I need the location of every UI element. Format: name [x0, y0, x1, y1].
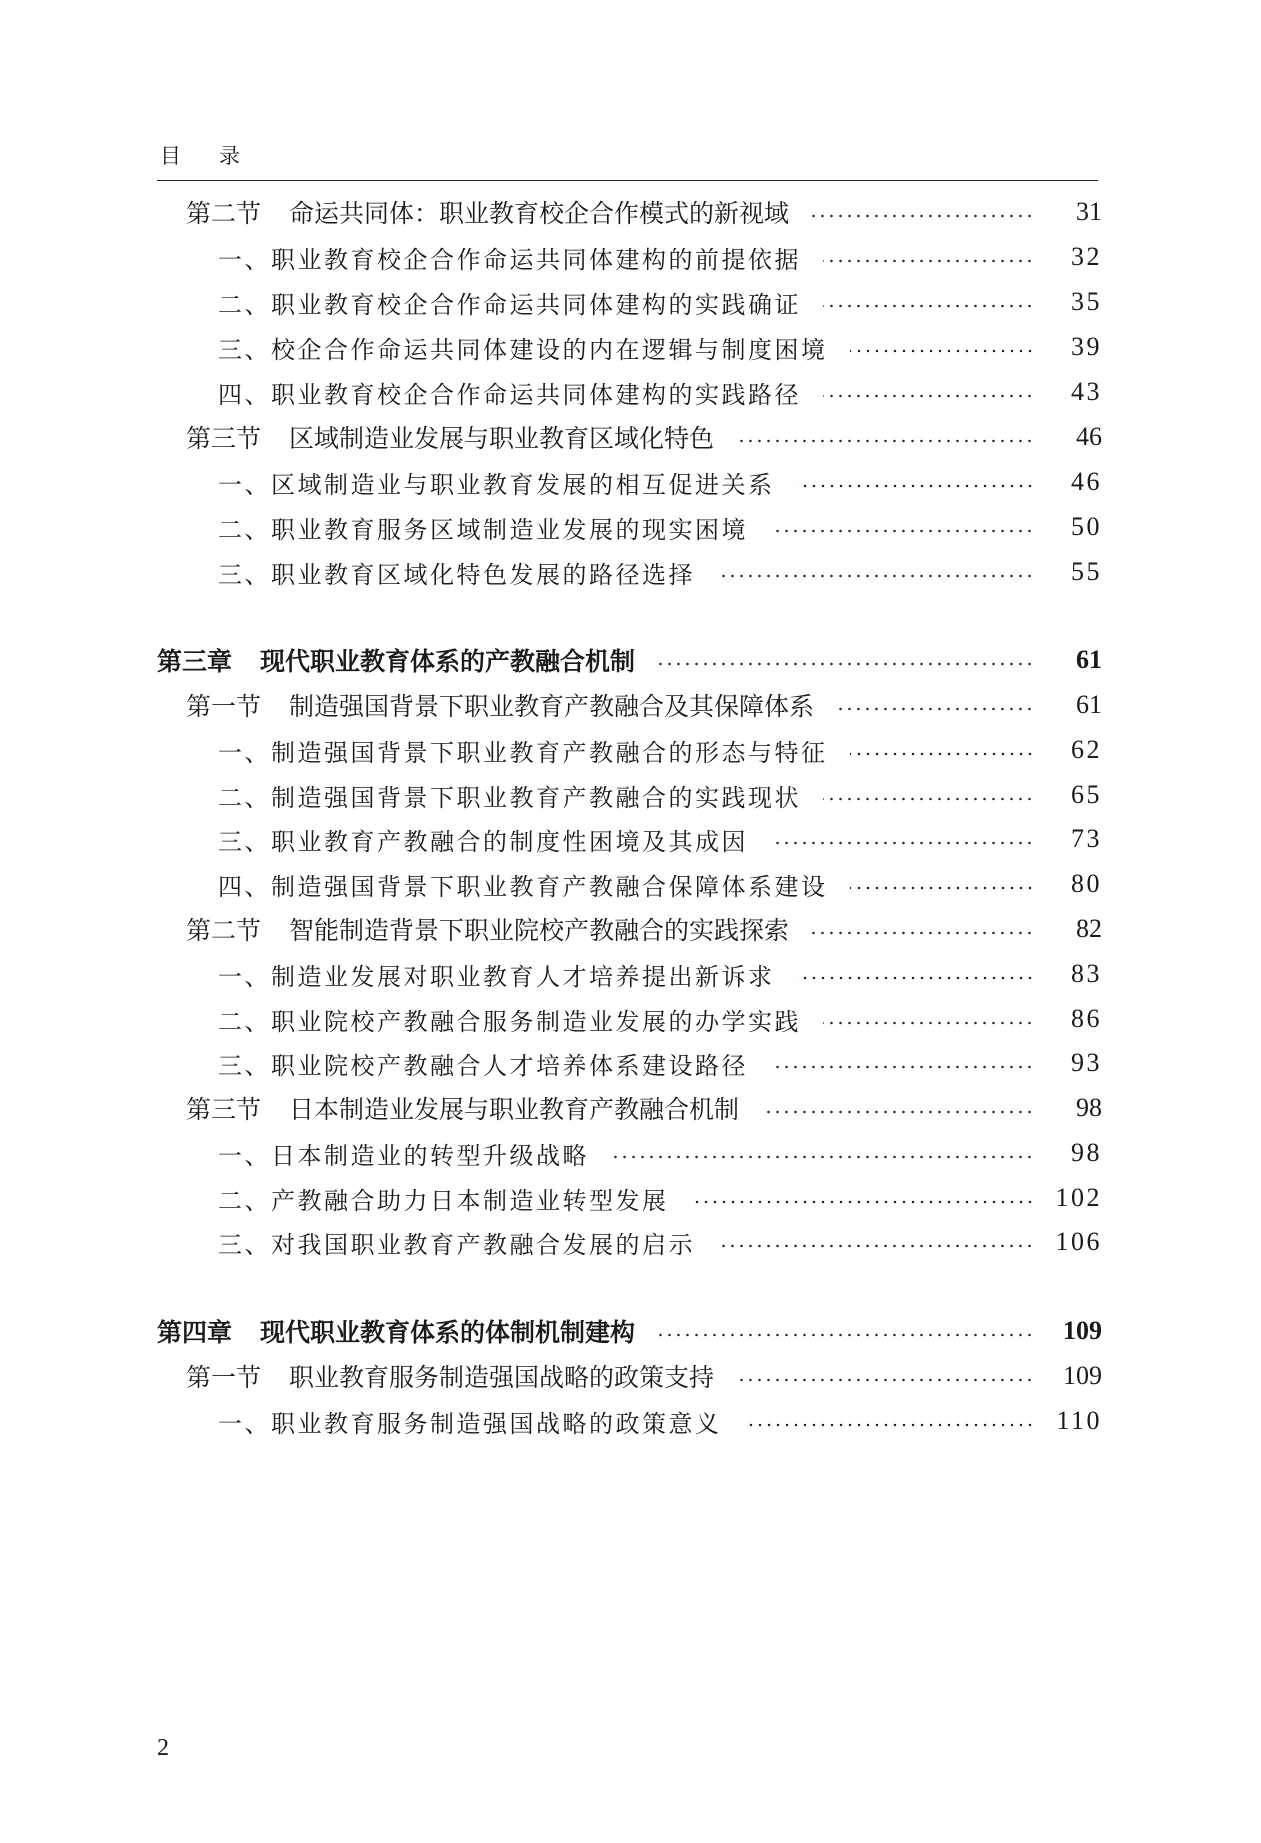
toc-entry-page: 62: [1071, 735, 1102, 764]
toc-entry-label: [157, 1313, 635, 1349]
toc-entry-number: 第三节: [186, 424, 262, 453]
toc-entry-item: [218, 817, 1102, 861]
dot-leader: [836, 707, 1034, 711]
dot-leader: [657, 1333, 1034, 1337]
toc-entry-item: [218, 325, 1102, 369]
dot-leader: [770, 1065, 1034, 1069]
toc-entry-label: [218, 240, 801, 275]
toc-entry-page: 106: [1055, 1227, 1102, 1256]
dot-leader: [761, 1110, 1034, 1114]
toc-entry-label: [186, 911, 789, 947]
toc-entry-number: 第四章: [157, 1318, 233, 1347]
toc-entry-section: [186, 907, 1102, 951]
toc-entry-item: [218, 235, 1102, 279]
toc-entry-item: [218, 1399, 1102, 1443]
toc-entry-title: 二、职业教育校企合作命运共同体建构的实践确证: [218, 290, 801, 319]
toc-entry-title: 一、制造业发展对职业教育人才培养提出新诉求: [218, 962, 775, 991]
toc-entry-page: 110: [1056, 1406, 1102, 1435]
toc-entry-title: 二、职业教育服务区域制造业发展的现实困境: [218, 515, 748, 544]
dot-leader: [850, 349, 1035, 353]
toc-entry-label: [186, 687, 814, 723]
toc-entry-page: 32: [1071, 242, 1102, 271]
dot-leader: [744, 1423, 1035, 1427]
toc-entry-page: 43: [1071, 377, 1102, 406]
toc-entry-title: 一、制造强国背景下职业教育产教融合的形态与特征: [218, 738, 828, 767]
toc-entry-title: 日本制造业发展与职业教育产教融合机制: [289, 1095, 740, 1124]
toc-entry-item: [218, 1176, 1102, 1220]
toc-entry-label: [218, 778, 801, 813]
toc-entry-item: [218, 1131, 1102, 1175]
toc-entry-section: [186, 190, 1102, 234]
toc-entry-title: 一、区域制造业与职业教育发展的相互促进关系: [218, 470, 775, 499]
toc-entry-label: [218, 330, 828, 365]
toc-entry-label: [218, 1002, 801, 1037]
toc-entry-label: [157, 642, 635, 678]
toc-entry-page: 102: [1055, 1183, 1102, 1212]
toc-entry-title: 职业教育服务制造强国战略的政策支持: [289, 1363, 715, 1392]
toc-entry-page: 86: [1071, 1004, 1102, 1033]
toc-entry-item: [218, 370, 1102, 414]
toc-entry-page: 46: [1071, 467, 1102, 496]
toc-entry-page: 31: [1076, 197, 1102, 226]
toc-entry-page: 50: [1071, 512, 1102, 541]
toc-entry-title: 制造强国背景下职业教育产教融合及其保障体系: [289, 692, 815, 721]
toc-entry-title: 三、对我国职业教育产教融合发展的启示: [218, 1230, 695, 1259]
toc-entry-item: [218, 505, 1102, 549]
toc-entry-number: 第二节: [186, 199, 262, 228]
toc-entry-label: [218, 1181, 669, 1216]
page-number: 2: [157, 1735, 169, 1761]
toc-entry-page: 65: [1071, 780, 1102, 809]
toc-entry-item: [218, 997, 1102, 1041]
dot-leader: [717, 1244, 1034, 1248]
toc-entry-label: [186, 419, 714, 455]
dot-leader: [611, 1155, 1034, 1159]
dot-leader: [736, 439, 1034, 443]
toc-entry-number: 第二节: [186, 916, 262, 945]
dot-leader: [770, 841, 1034, 845]
dot-leader: [823, 1021, 1034, 1025]
toc-entry-page: 98: [1071, 1138, 1102, 1167]
toc-entry-item: [218, 773, 1102, 817]
dot-leader: [850, 752, 1035, 756]
toc-entry-title: 二、制造强国背景下职业教育产教融合的实践现状: [218, 783, 801, 812]
dot-leader: [770, 529, 1034, 533]
toc-entry-chapter: [157, 1309, 1102, 1353]
toc-entry-label: [186, 1090, 739, 1126]
toc-entry-label: [218, 733, 828, 768]
toc-entry-number: 第一节: [186, 692, 262, 721]
toc-entry-label: [218, 1404, 722, 1439]
toc-entry-label: [218, 285, 801, 320]
toc-entry-title: 智能制造背景下职业院校产教融合的实践探索: [289, 916, 790, 945]
toc-entry-page: 61: [1076, 690, 1102, 719]
dot-leader: [736, 1378, 1034, 1382]
toc-entry-page: 55: [1071, 557, 1102, 586]
toc-entry-page: 80: [1071, 869, 1102, 898]
toc-entry-label: [218, 822, 748, 857]
toc-entry-title: 一、日本制造业的转型升级战略: [218, 1141, 589, 1170]
toc-entry-title: 四、职业教育校企合作命运共同体建构的实践路径: [218, 380, 801, 409]
toc-entry-label: [218, 465, 775, 500]
toc-entry-page: 109: [1063, 1361, 1102, 1390]
toc-entry-item: [218, 1041, 1102, 1085]
toc-entry-label: [218, 375, 801, 410]
toc-entry-title: 三、职业教育区域化特色发展的路径选择: [218, 560, 695, 589]
toc-entry-page: 82: [1076, 914, 1102, 943]
toc-entry-label: [186, 1358, 714, 1394]
running-head-left: 目: [160, 144, 183, 168]
toc-entry-title: 现代职业教育体系的体制机制建构: [260, 1318, 636, 1347]
toc-entry-label: [218, 1136, 589, 1171]
toc-entry-item: [218, 460, 1102, 504]
toc-entry-chapter: [157, 638, 1102, 682]
toc-entry-title: 二、职业院校产教融合服务制造业发展的办学实践: [218, 1007, 801, 1036]
toc-entry-title: 一、职业教育服务制造强国战略的政策意义: [218, 1409, 722, 1438]
toc-entry-title: 命运共同体：职业教育校企合作模式的新视域: [289, 199, 790, 228]
dot-leader: [823, 304, 1034, 308]
toc-entry-item: [218, 862, 1102, 906]
toc-entry-page: 93: [1071, 1048, 1102, 1077]
toc-entry-label: [218, 510, 748, 545]
toc-entry-number: 第三节: [186, 1095, 262, 1124]
toc-entry-title: 四、制造强国背景下职业教育产教融合保障体系建设: [218, 872, 828, 901]
toc-entry-title: 区域制造业发展与职业教育区域化特色: [289, 424, 715, 453]
toc-entry-section: [186, 1086, 1102, 1130]
dot-leader: [811, 931, 1034, 935]
toc-entry-title: 三、校企合作命运共同体建设的内在逻辑与制度困境: [218, 335, 828, 364]
toc-entry-page: 109: [1063, 1316, 1102, 1345]
toc-entry-page: 39: [1071, 332, 1102, 361]
toc-entry-number: 第三章: [157, 647, 233, 676]
toc-entry-page: 73: [1071, 824, 1102, 853]
dot-leader: [797, 976, 1035, 980]
toc-entry-page: 46: [1076, 422, 1102, 451]
running-head-right: 录: [219, 144, 242, 168]
dot-leader: [850, 886, 1035, 890]
toc-entry-item: [218, 550, 1102, 594]
dot-leader: [823, 797, 1034, 801]
toc-entry-page: 98: [1076, 1093, 1102, 1122]
toc-entry-title: 一、职业教育校企合作命运共同体建构的前提依据: [218, 245, 801, 274]
toc-entry-label: [218, 555, 695, 590]
dot-leader: [823, 394, 1034, 398]
toc-entry-label: [186, 194, 789, 230]
toc-entry-section: [186, 1354, 1102, 1398]
toc-entry-label: [218, 1046, 748, 1081]
toc-entry-page: 35: [1071, 287, 1102, 316]
toc-entry-label: [218, 867, 828, 902]
toc-entry-item: [218, 280, 1102, 324]
toc-entry-title: 二、产教融合助力日本制造业转型发展: [218, 1186, 669, 1215]
toc-entry-label: [218, 1225, 695, 1260]
toc-entry-number: 第一节: [186, 1363, 262, 1392]
toc-entry-label: [218, 957, 775, 992]
toc-entry-section: [186, 683, 1102, 727]
dot-leader: [811, 214, 1034, 218]
dot-leader: [657, 662, 1034, 666]
toc-entry-title: 三、职业院校产教融合人才培养体系建设路径: [218, 1051, 748, 1080]
dot-leader: [691, 1200, 1035, 1204]
toc-entry-item: [218, 1220, 1102, 1264]
toc-entry-item: [218, 952, 1102, 996]
toc-entry-page: 83: [1071, 959, 1102, 988]
dot-leader: [797, 484, 1035, 488]
dot-leader: [717, 574, 1034, 578]
toc-entry-title: 三、职业教育产教融合的制度性困境及其成因: [218, 827, 748, 856]
toc-entry-page: 61: [1076, 645, 1102, 674]
toc-entry-section: [186, 415, 1102, 459]
toc-entry-item: [218, 728, 1102, 772]
toc-entry-title: 现代职业教育体系的产教融合机制: [260, 647, 636, 676]
dot-leader: [823, 259, 1034, 263]
